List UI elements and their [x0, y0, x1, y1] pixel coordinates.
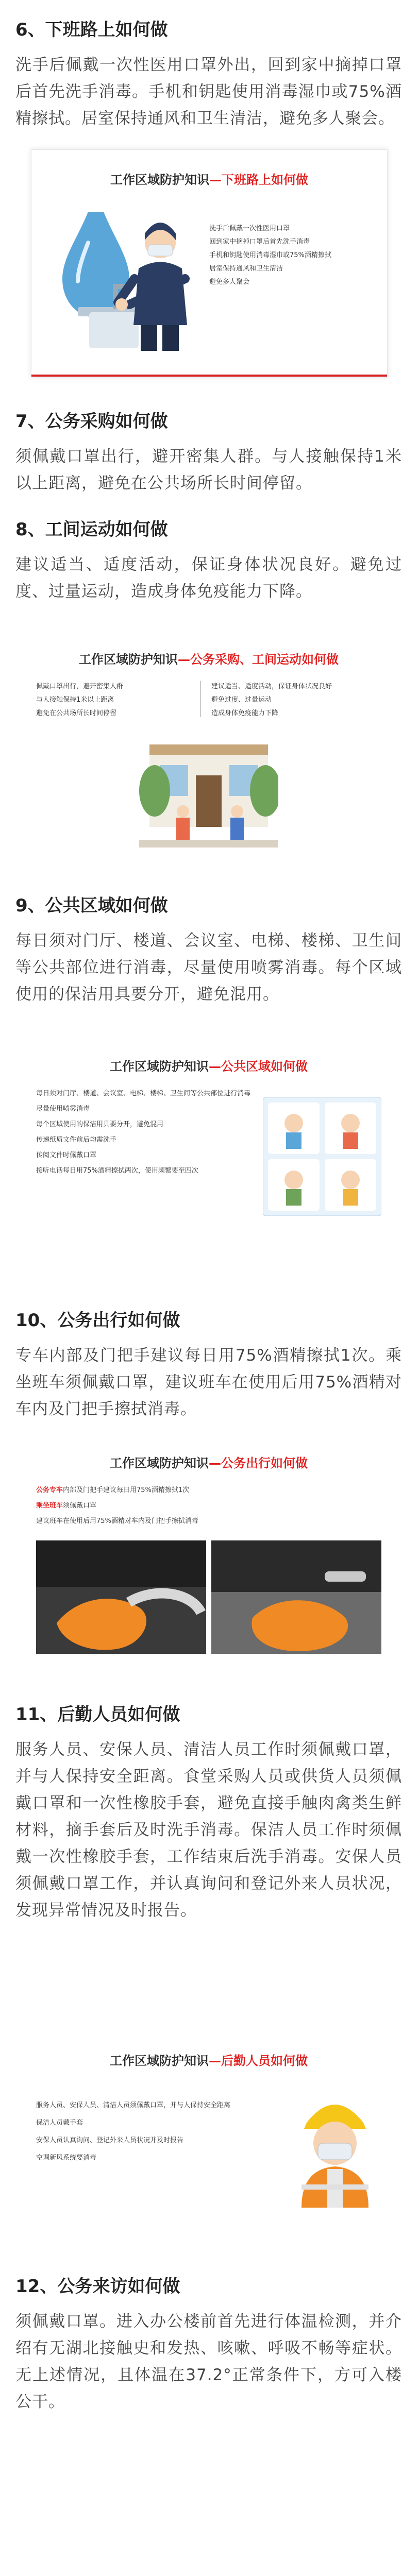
card-line: 回到家中摘掉口罩后首先洗手消毒: [209, 238, 310, 246]
card-title-prefix: 工作区域防护知识: [110, 1059, 209, 1074]
card-line: 居室保持通风和卫生清洁: [209, 265, 283, 273]
card-line: 每日须对门厅、楼道、会议室、电梯、楼梯、卫生间等公共部位进行消毒: [36, 1090, 251, 1097]
card-line: 服务人员、安保人员、清洁人员须佩戴口罩，并与人保持安全距离: [36, 2102, 231, 2109]
section-9-heading: 9、公共区域如何做: [15, 895, 168, 916]
card-title-prefix: 工作区域防护知识: [79, 652, 178, 667]
card-line: 避免在公共场所长时间停留: [36, 709, 117, 717]
card-line: 避免过度、过量运动: [211, 696, 272, 704]
street-scene-illustration: [139, 729, 278, 848]
card-line: 须佩戴口罩: [63, 1502, 97, 1510]
section-10-heading: 10、公务出行如何做: [15, 1310, 180, 1331]
card-title-suffix: —公共区域如何做: [209, 1059, 308, 1074]
section-11-card: [31, 2040, 387, 2246]
divider: [200, 681, 201, 717]
section-11-body: 服务人员、安保人员、清洁人员工作时须佩戴口罩，并与人保持安全距离。食堂采购人员或供货人员须佩戴口罩和一次性橡胶手套，避免直接手触肉禽类生鲜材料，摘手套后及时洗手消毒。保洁人员工作时须佩戴一次性橡胶手套，工作结束后洗手消毒。安保人员须佩戴口罩工作，并认真询问和登记外来人员状况，发现异常情况及时报告。: [15, 1740, 402, 1920]
card-title-suffix: —下班路上如何做: [209, 173, 308, 187]
section-10-body: 专车内部及门把手建议每日用75%酒精擦拭1次。乘坐班车须佩戴口罩，建议班车在使用后用75%酒精对车内及门把手擦拭消毒。: [15, 1346, 402, 1418]
card-bottom-stripe: [31, 375, 387, 377]
section-6-card-lines: [209, 222, 331, 289]
section-8-card: [31, 639, 387, 855]
card-line: 尽量使用喷雾消毒: [36, 1105, 90, 1113]
card-line: 避免多人聚会: [209, 278, 250, 286]
card-line: 每个区域使用的保洁用具要分开，避免混用: [36, 1121, 164, 1128]
car-cleaning-photos: [36, 1540, 381, 1654]
section-10-card-lines: [36, 1483, 198, 1529]
security-worker-illustration: [286, 2087, 384, 2210]
section-7-heading: 7、公务采购如何做: [15, 411, 168, 432]
section-10-card: [31, 1443, 387, 1659]
section-12-heading: 12、公务来访如何做: [15, 2276, 180, 2297]
card-line: 安保人员认真询问、登记外来人员状况并及时报告: [36, 2137, 184, 2144]
disinfection-poster-illustration: [263, 1097, 381, 1216]
card-line: 与人接触保持1米以上距离: [36, 696, 114, 704]
card-line: 传阅文件时佩戴口罩: [36, 1151, 97, 1159]
section-8-body: 建议适当、适度活动，保证身体状况良好。避免过度、过量运动，造成身体免疫能力下降。: [15, 555, 402, 601]
section-8-heading: 8、工间运动如何做: [15, 519, 168, 540]
card-line: 建议适当、适度活动，保证身体状况良好: [211, 683, 332, 690]
card-title-prefix: 工作区域防护知识: [110, 1456, 209, 1470]
card-line: 手机和钥匙使用消毒湿巾或75%酒精擦拭: [209, 251, 331, 259]
section-7-body: 须佩戴口罩出行，避开密集人群。与人接触保持1米以上距离，避免在公共场所长时间停留。: [15, 447, 402, 493]
card-line: 造成身体免疫能力下降: [211, 709, 279, 717]
section-9-card: [31, 1046, 387, 1262]
label-official-car: 公务专车: [36, 1486, 63, 1494]
card-line: 接听电话每日用75%酒精擦拭两次，使用频繁要至四次: [36, 1167, 198, 1175]
section-9-card-lines: [36, 1086, 250, 1179]
card-line: 空调新风系统要消毒: [36, 2154, 97, 2162]
card-title-suffix: —后勤人员如何做: [209, 2054, 308, 2068]
section-6-heading: 6、下班路上如何做: [15, 20, 168, 40]
card-line: 佩戴口罩出行，避开密集人群: [36, 683, 124, 690]
card-line: 建议班车在使用后用75%酒精对车内及门把手擦拭消毒: [36, 1517, 198, 1525]
card-title-prefix: 工作区域防护知识: [110, 173, 209, 187]
card-title-suffix: —公务采购、工间运动如何做: [178, 652, 339, 667]
card-line: 保洁人员戴手套: [36, 2119, 83, 2127]
handwash-illustration: [52, 201, 207, 356]
section-6-body: 洗手后佩戴一次性医用口罩外出，回到家中摘掉口罩后首先洗手消毒。手机和钥匙使用消毒湿巾或75%酒精擦拭。居室保持通风和卫生清洁，避免多人聚会。: [15, 56, 402, 128]
card-line: 内部及门把手建议每日用75%酒精擦拭1次: [63, 1486, 190, 1494]
card-title-prefix: 工作区域防护知识: [110, 2054, 209, 2068]
card-title-suffix: —公务出行如何做: [209, 1456, 308, 1470]
card-line: 洗手后佩戴一次性医用口罩: [209, 225, 290, 232]
section-8-card-right-lines: [211, 680, 332, 720]
section-9-body: 每日须对门厅、楼道、会议室、电梯、楼梯、卫生间等公共部位进行消毒，尽量使用喷雾消毒。每个区域使用的保洁用具要分开，避免混用。: [15, 931, 402, 1004]
label-shuttle-bus: 乘坐班车: [36, 1502, 63, 1510]
section-6-card: [31, 149, 388, 377]
section-8-card-left-lines: [36, 680, 123, 720]
card-line: 传递纸质文件前后均需洗手: [36, 1136, 117, 1144]
section-12-body: 须佩戴口罩。进入办公楼前首先进行体温检测，并介绍有无湖北接触史和发热、咳嗽、呼吸不畅等症状。无上述情况，且体温在37.2°正常条件下，方可入楼公干。: [15, 2312, 402, 2411]
section-11-heading: 11、后勤人员如何做: [15, 1704, 180, 1725]
section-11-card-lines: [36, 2097, 230, 2167]
